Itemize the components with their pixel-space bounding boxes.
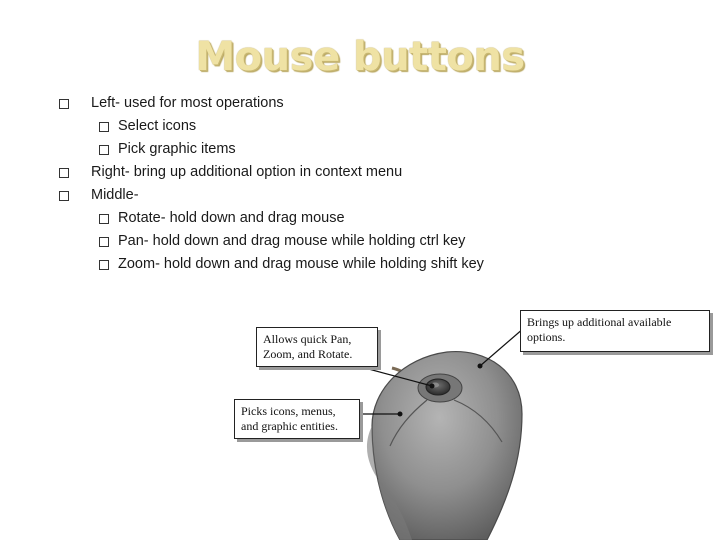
square-bullet-icon <box>99 145 109 155</box>
callout-middle-button: Allows quick Pan, Zoom, and Rotate. <box>256 327 378 367</box>
square-bullet-icon <box>99 260 109 270</box>
leader-line-right <box>480 328 524 366</box>
scroll-wheel <box>426 379 450 395</box>
square-bullet-icon <box>59 99 69 109</box>
bullet-text: Left- used for most operations <box>91 95 284 111</box>
bullet-text: Zoom- hold down and drag mouse while holding shift key <box>118 256 484 272</box>
mouse-figure <box>222 296 720 540</box>
bullet-item-select-icons <box>118 115 196 138</box>
bullet-text: Middle- <box>91 187 139 203</box>
bullet-item-zoom <box>118 253 484 276</box>
bullet-item-rotate <box>118 207 345 230</box>
square-bullet-icon <box>59 168 69 178</box>
leader-dot-middle <box>430 384 435 389</box>
square-bullet-icon <box>99 214 109 224</box>
callout-right-button: Brings up additional available options. <box>520 310 710 352</box>
bullet-item-pick-graphic <box>118 138 236 161</box>
square-bullet-icon <box>99 237 109 247</box>
bullet-text: Select icons <box>118 118 197 134</box>
bullet-item-pan <box>118 230 465 253</box>
callout-left-button: Picks icons, menus, and graphic entities. <box>234 399 360 439</box>
square-bullet-icon <box>59 191 69 201</box>
bullet-item-right-button <box>91 161 402 184</box>
bullet-text: Pick graphic items <box>118 141 236 157</box>
square-bullet-icon <box>99 122 109 132</box>
slide-title: Mouse buttons <box>195 34 525 80</box>
leader-dot-right <box>478 364 483 369</box>
bullet-text: Pan- hold down and drag mouse while holding ctrl key <box>118 233 466 249</box>
bullet-item-middle-button <box>91 184 139 207</box>
bullet-text: Rotate- hold down and drag mouse <box>118 210 345 226</box>
leader-dot-left <box>398 412 403 417</box>
bullet-text: Right- bring up additional option in context menu <box>91 164 403 180</box>
bullet-item-left-button <box>91 92 284 115</box>
